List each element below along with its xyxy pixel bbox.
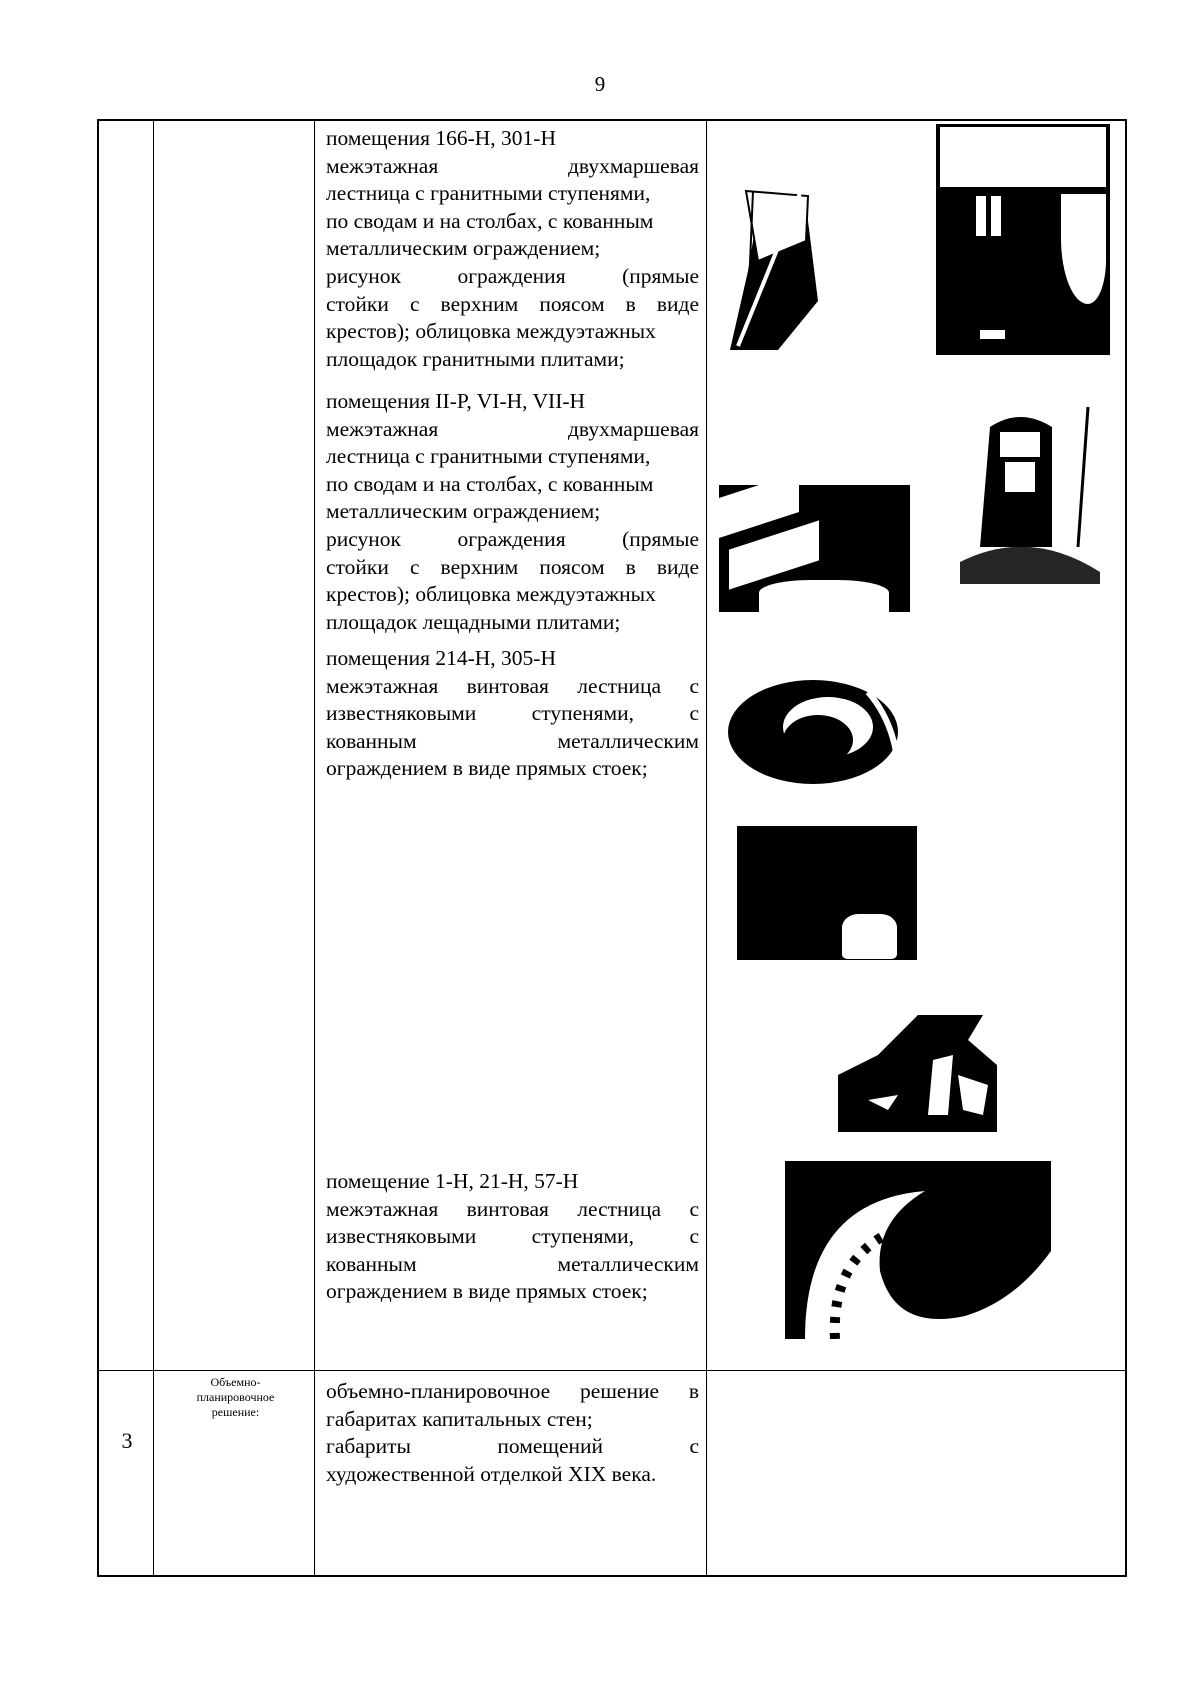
page-number: 9 [594,72,606,96]
layout-description [326,1378,699,1488]
text-line: кованным металлическим [326,728,699,753]
spiral-staircase-photo-4 [785,1161,1051,1339]
block-heading: помещения 214-Н, 305-Н [326,646,556,670]
text-line: известняковыми ступенями, с [326,701,699,726]
stair-block-3 [326,645,699,783]
row-divider [99,1370,1125,1371]
staircase-photo-1 [718,151,828,350]
text-line: стойки с верхним поясом в виде [326,554,699,579]
text-line: площадок гранитными плитами; [326,346,625,371]
protected-features-table [97,119,1127,1577]
label-line: Объемно- [210,1375,261,1389]
text-line: по сводам и на столбах, с кованным [326,208,654,233]
doorway-image-icon [960,397,1100,584]
text-line: крестов); облицовка междуэтажных [326,582,656,607]
text-line: межэтажная винтовая лестница с [326,673,699,698]
spiral-staircase-photo-3 [838,1015,997,1132]
staircase-photo-2 [936,124,1110,355]
text-line: межэтажная двухмаршевая [326,416,699,441]
text-line: ограждением в виде прямых стоек; [326,1279,648,1304]
text-line: габариты помещений с [326,1434,699,1459]
text-line: художественной отделкой XIX века. [326,1461,657,1486]
text-line: межэтажная винтовая лестница с [326,1196,699,1221]
text-line: металлическим ограждением; [326,236,601,261]
spiral-stair-image-icon [718,672,930,799]
text-line: известняковыми ступенями, с [326,1224,699,1249]
stair-block-4 [326,1168,699,1306]
row-label [155,1375,316,1420]
text-line: ограждением в виде прямых стоек; [326,756,648,781]
column-divider [153,121,154,1575]
label-line: планировочное [196,1390,275,1404]
text-line: лестница с гранитными ступенями, [326,181,651,206]
staircase-photo-4 [960,397,1100,584]
stair-block-1 [326,125,699,373]
row-number: 3 [121,1428,133,1453]
column-divider [706,121,707,1575]
column-divider [314,121,315,1575]
text-line: габаритах капитальных стен; [326,1406,593,1431]
text-line: металлическим ограждением; [326,499,601,524]
text-line: лестница с гранитными ступенями, [326,444,651,469]
block-heading: помещение 1-Н, 21-Н, 57-Н [326,1169,579,1193]
spiral-staircase-photo-2 [737,826,917,960]
text-line: площадок лещадными плитами; [326,609,621,634]
spiral-from-above-image-icon [785,1161,1051,1339]
spiral-railing-image-icon [838,1015,997,1132]
text-line: по сводам и на столбах, с кованным [326,471,654,496]
staircase-image-icon [718,151,828,350]
text-line: рисунок ограждения (прямые [326,526,699,551]
label-line: решение: [211,1405,260,1419]
text-line: объемно-планировочное решение в [326,1379,699,1403]
block-heading: помещения 166-Н, 301-Н [326,126,556,150]
text-line: кованным металлическим [326,1251,699,1276]
block-heading: помещения II-P, VI-H, VII-H [326,389,586,413]
text-line: стойки с верхним поясом в виде [326,291,699,316]
staircase-photo-3 [719,485,910,612]
spiral-staircase-photo-1 [718,672,930,799]
text-line: рисунок ограждения (прямые [326,263,699,288]
text-line: крестов); облицовка междуэтажных [326,319,656,344]
stair-block-2 [326,388,699,636]
text-line: межэтажная двухмаршевая [326,153,699,178]
